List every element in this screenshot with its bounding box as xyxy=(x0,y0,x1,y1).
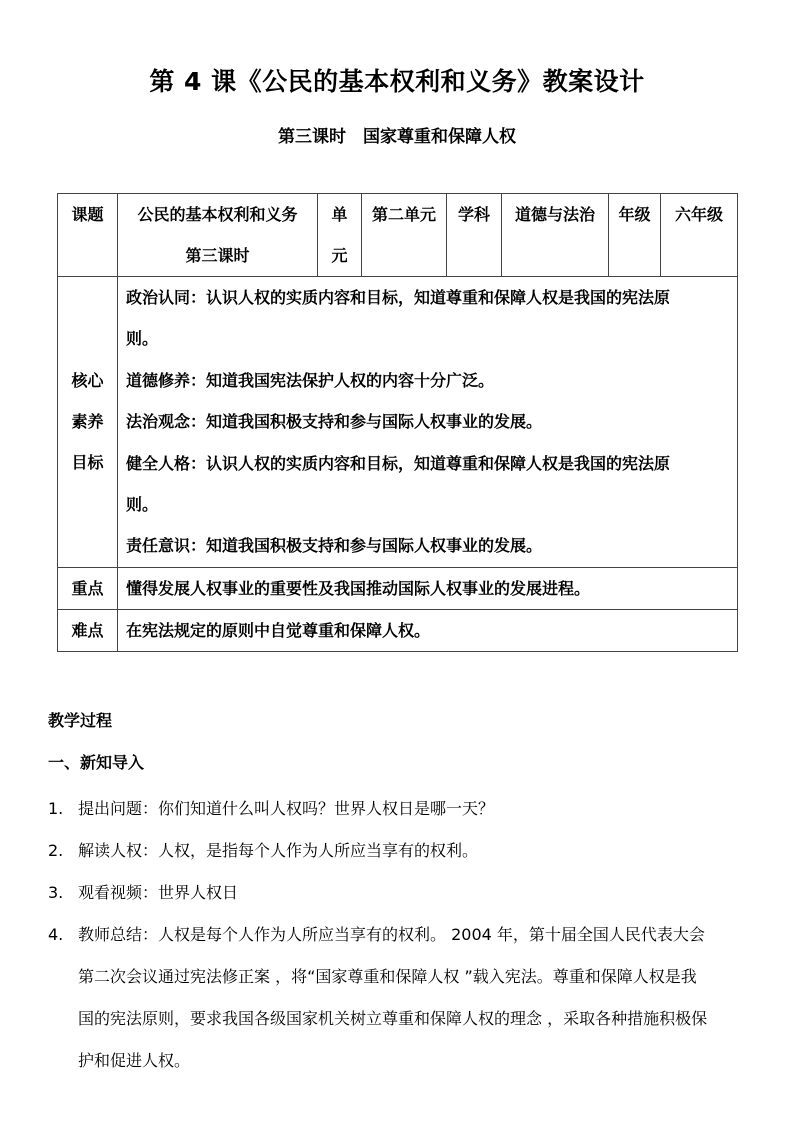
label-unit xyxy=(318,194,362,277)
list-item xyxy=(48,872,748,914)
list-item-line: 教师总结：人权是每个人作为人所应当享有的权利。 2004 年，第十届全国人民代表大会 xyxy=(78,925,705,944)
core-goals-content xyxy=(118,277,738,568)
label-grade: 年级 xyxy=(609,194,661,277)
list-item-number: 1. xyxy=(48,799,64,818)
core-goal-line: 道德修养：知道我国宪法保护人权的内容十分广泛。 xyxy=(126,370,495,390)
label-unit-char-2: 元 xyxy=(331,246,348,265)
process-heading: 教学过程 xyxy=(48,711,113,730)
topic-line-2: 第三课时 xyxy=(185,246,250,265)
list-item-number: 3. xyxy=(48,883,64,902)
list-item-line: 提出问题：你们知道什么叫人权吗？世界人权日是哪一天？ xyxy=(78,799,495,818)
list-item xyxy=(48,830,748,872)
topic-line-1: 公民的基本权利和义务 xyxy=(137,205,298,224)
list-item-text xyxy=(78,872,748,914)
list-item-line: 观看视频：世界人权日 xyxy=(78,883,239,902)
label-subject: 学科 xyxy=(447,194,502,277)
label-core-goals xyxy=(58,277,118,568)
list-item-line: 国的宪法原则，要求我国各级国家机关树立尊重和保障人权的理念 ，采取各种措施积极保 xyxy=(78,1009,708,1028)
label-difficult-point: 难点 xyxy=(58,609,118,651)
page-title: 第 4 课《公民的基本权利和义务》教案设计 xyxy=(149,67,645,96)
list-item-text xyxy=(78,830,748,872)
core-goal-line: 法治观念：知道我国积极支持和参与国际人权事业的发展。 xyxy=(126,412,543,432)
list-item-line: 护和促进人权。 xyxy=(78,1051,191,1070)
intro-steps-list xyxy=(48,788,748,1082)
list-item xyxy=(48,914,748,1082)
list-item-text xyxy=(78,914,748,1082)
core-goal-line: 责任意识：知道我国积极支持和参与国际人权事业的发展。 xyxy=(126,536,543,556)
grade-value: 六年级 xyxy=(661,194,738,277)
key-point-value: 懂得发展人权事业的重要性及我国推动国际人权事业的发展进程。 xyxy=(118,567,738,609)
list-item-number: 4. xyxy=(48,925,64,944)
unit-value: 第二单元 xyxy=(362,194,447,277)
topic-cell xyxy=(118,194,318,277)
label-unit-char-1: 单 xyxy=(331,205,348,224)
list-item-line: 解读人权：人权，是指每个人作为人所应当享有的权利。 xyxy=(78,841,479,860)
core-goal-line: 健全人格：认识人权的实质内容和目标，知道尊重和保障人权是我国的宪法原 xyxy=(126,453,671,473)
label-topic: 课题 xyxy=(58,194,118,277)
list-item-number: 2. xyxy=(48,841,64,860)
core-goal-line: 则。 xyxy=(126,495,159,515)
subject-value: 道德与法治 xyxy=(502,194,609,277)
list-item xyxy=(48,788,748,830)
list-item-text xyxy=(78,788,748,830)
label-key-point: 重点 xyxy=(58,567,118,609)
section-heading-intro: 一、新知导入 xyxy=(48,753,145,772)
list-item-line: 第二次会议通过宪法修正案 ，将“国家尊重和保障人权 ”载入宪法。尊重和保障人权是我 xyxy=(78,967,697,986)
core-goal-line: 政治认同：认识人权的实质内容和目标，知道尊重和保障人权是我国的宪法原 xyxy=(126,288,671,307)
core-label-line-3: 目标 xyxy=(71,453,104,473)
page-subtitle: 第三课时 国家尊重和保障人权 xyxy=(278,127,516,147)
lesson-info-table xyxy=(57,193,738,652)
core-label-line-2: 素养 xyxy=(71,412,104,432)
core-goal-line: 则。 xyxy=(126,329,159,349)
core-label-line-1: 核心 xyxy=(71,371,104,391)
difficult-point-value: 在宪法规定的原则中自觉尊重和保障人权。 xyxy=(118,609,738,651)
